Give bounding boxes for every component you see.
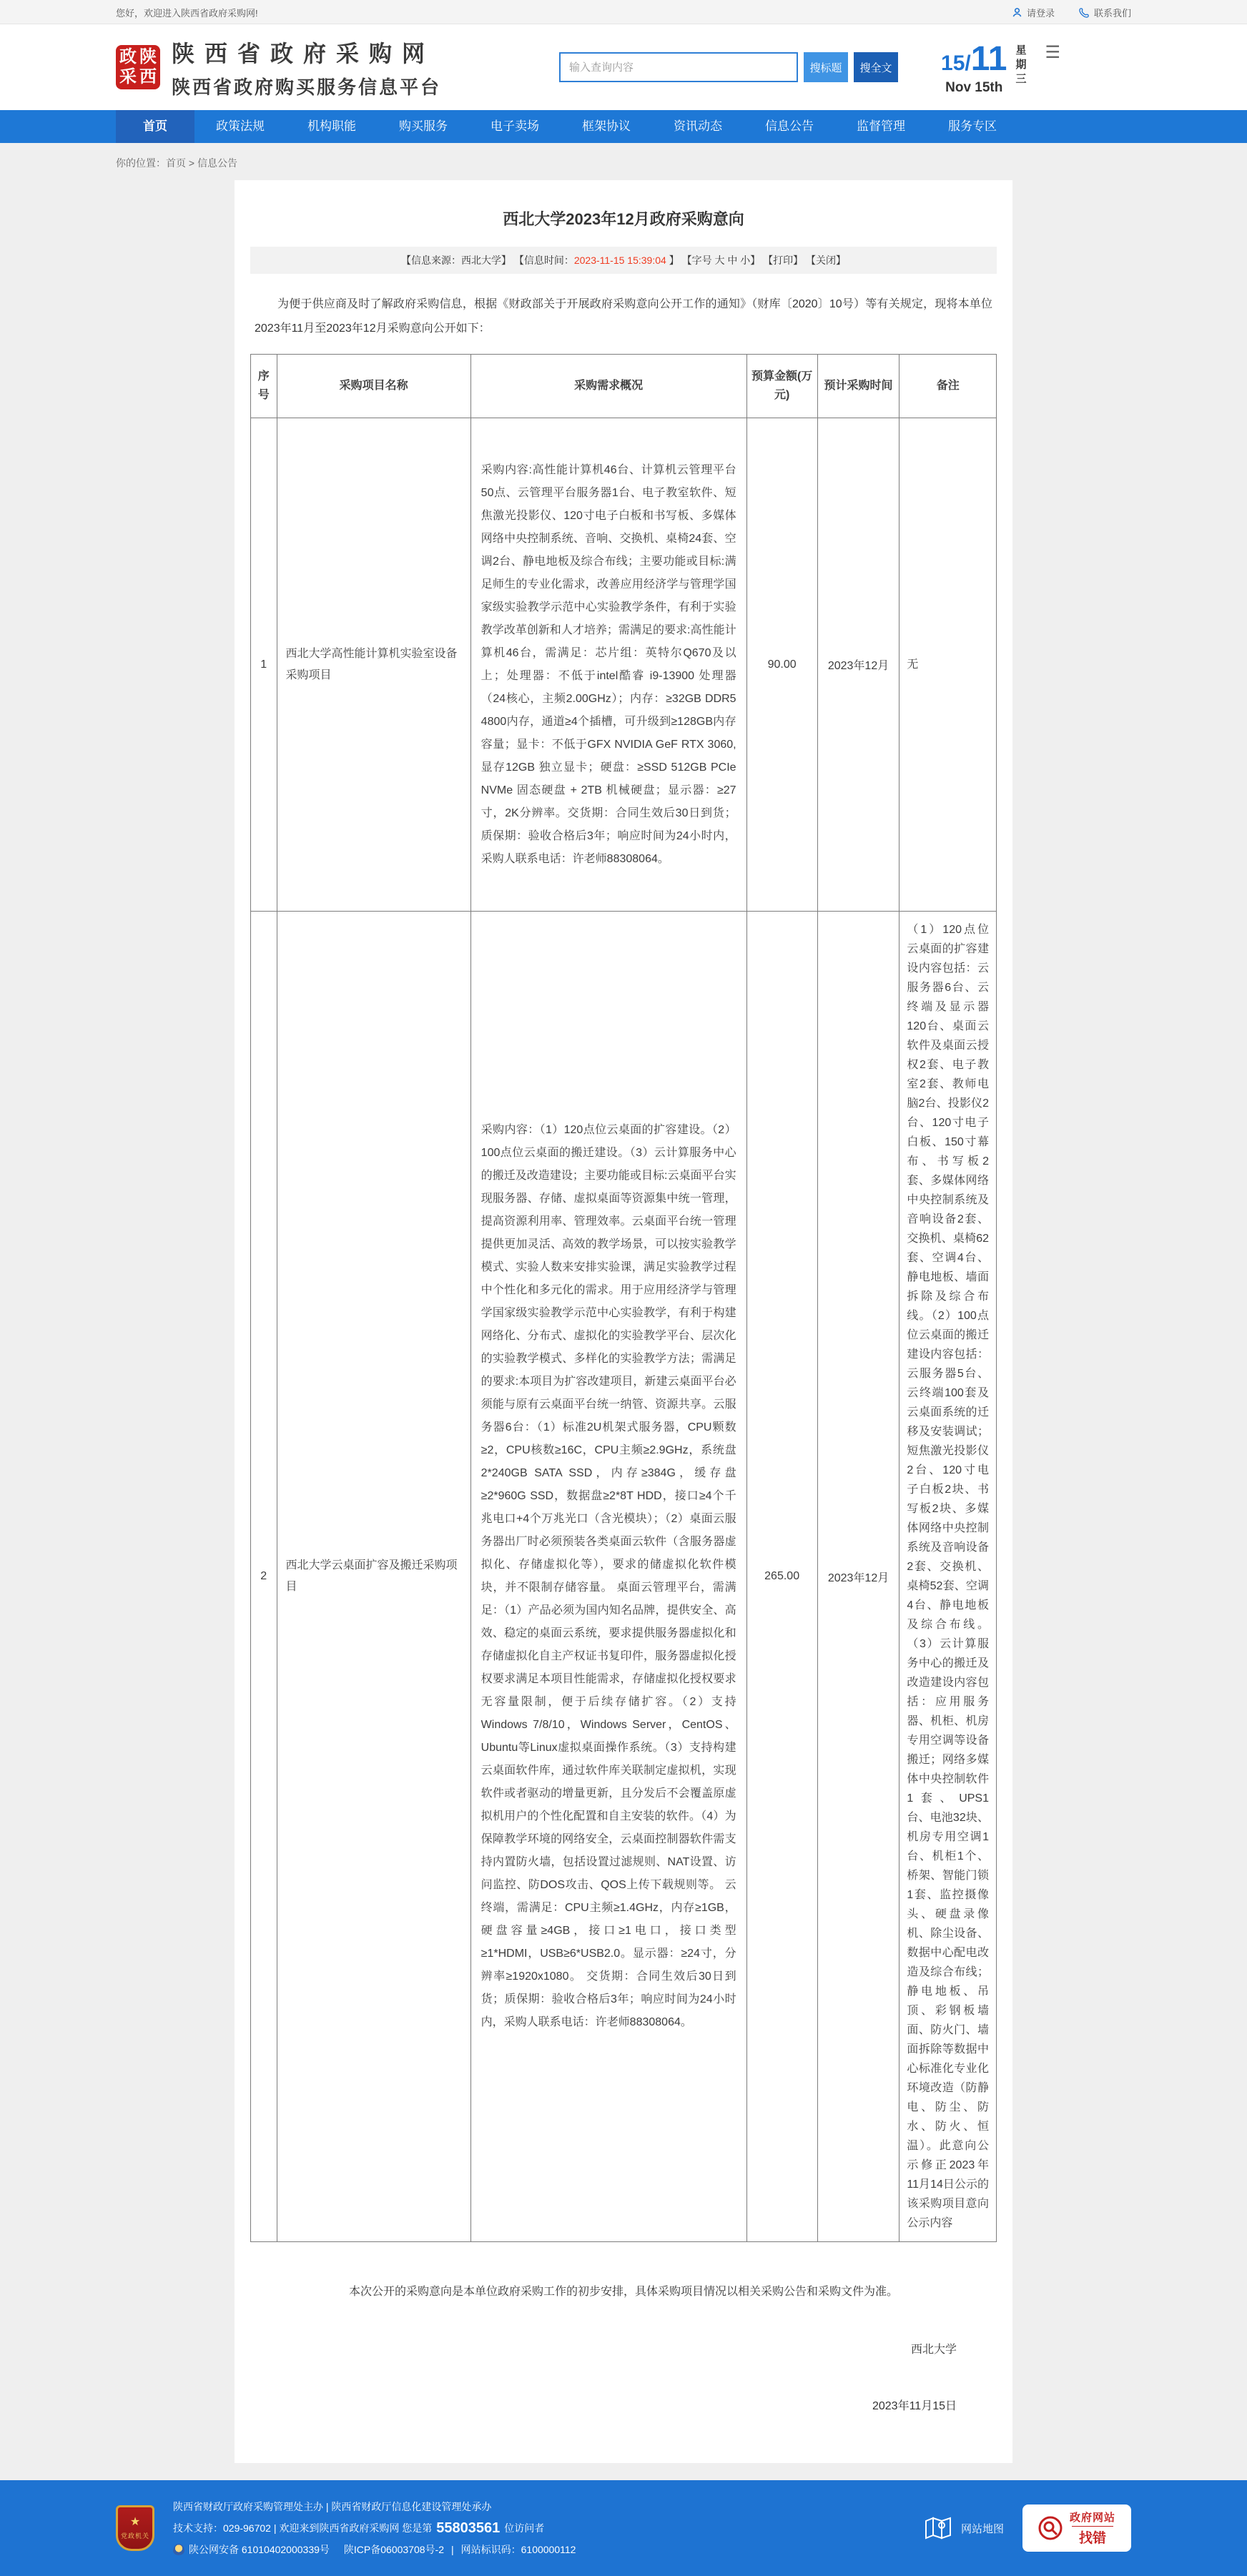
nav-item-news[interactable]: 资讯动态	[674, 119, 722, 133]
breadcrumb	[116, 143, 1131, 180]
row2-budget: 265.00	[746, 912, 817, 2242]
date-day: 15	[941, 51, 965, 75]
date-widget	[941, 39, 1060, 96]
signature-date: 2023年11月15日	[872, 2400, 957, 2412]
logo-line-1: 政陕	[119, 47, 159, 66]
search-fulltext-button[interactable]: 搜全文	[854, 52, 898, 82]
welcome-text: 您好，欢迎进入陕西省政府采购网!	[116, 7, 258, 19]
row1-seq: 1	[251, 418, 277, 912]
party-gov-shield-icon	[116, 2505, 154, 2551]
meta-time-prefix: 【信息时间：	[513, 255, 574, 266]
site-logo[interactable]	[116, 45, 160, 89]
meta-source: 【信息来源：西北大学】	[400, 255, 511, 266]
visitor-suffix: 位访问者	[504, 2522, 545, 2534]
police-registration[interactable]: 陕公网安备 61010402000339号	[189, 2544, 330, 2555]
footer-line-organizers: 陕西省财政厅政府采购管理处主办 | 陕西省财政厅信息化建设管理处承办	[173, 2501, 492, 2512]
row1-remark: 无	[899, 418, 997, 912]
top-utility-bar	[0, 0, 1247, 24]
hamburger-menu-icon[interactable]: ☰	[1045, 42, 1061, 62]
site-header	[0, 24, 1247, 110]
footer-line-registration	[173, 2539, 924, 2560]
nav-item-e-mall[interactable]: 电子卖场	[491, 119, 539, 133]
fontsize-large-link[interactable]: 大	[714, 255, 725, 266]
search-title-button[interactable]: 搜标题	[804, 52, 848, 82]
gov-badge-line2: 找错	[1072, 2526, 1113, 2547]
main-navigation	[0, 110, 1247, 143]
row1-time: 2023年12月	[817, 418, 899, 912]
page-title: 西北大学2023年12月政府采购意向	[503, 210, 744, 228]
date-slash: /	[965, 51, 971, 75]
sitemap-link[interactable]	[924, 2515, 1004, 2541]
signature-org: 西北大学	[910, 2344, 957, 2356]
row2-seq: 2	[251, 912, 277, 2242]
col-header-seq: 序号	[251, 355, 277, 418]
visitor-count: 55803561	[436, 2520, 501, 2536]
nav-item-framework[interactable]: 框架协议	[582, 119, 631, 133]
weekday-char-3: 三	[1015, 72, 1027, 85]
site-brand	[172, 36, 441, 99]
emblem-label: 党政机关	[120, 2532, 149, 2540]
col-header-budget: 预算金额(万元)	[746, 355, 817, 418]
site-identification-code: 网站标识码：6100000112	[460, 2544, 576, 2555]
date-month: 11	[970, 39, 1007, 78]
close-link[interactable]: 【关闭】	[806, 255, 847, 266]
table-header-row	[251, 355, 997, 418]
fontsize-medium-link[interactable]: 中	[727, 255, 738, 266]
login-link[interactable]	[1012, 6, 1055, 19]
nav-item-purchase-services[interactable]: 购买服务	[399, 119, 448, 133]
row2-requirement: 采购内容：（1）120点位云桌面的扩容建设。（2）100点位云桌面的搬迁建设。（3）云计算服务中心的搬迁及改造建设；主要功能或目标:云桌面平台实现服务器、存储、虚拟桌面等资源集中统一管理，提高资源利用率、管理效率。云桌面平台统一管理提供更加灵活、高效的教学场景，可以按实验教学模式、实验人数来安排实验课，满足实验教学过程中个性化和多元化的需求。用于应用经济学与管理学国家级实验教学示范中心实验教学，有利于构建网络化、分布式、虚拟化的实验教学平台、层次化的实验教学模式、多样化的实验教学方法；需满足的要求:本项目为扩容改建项目，新建云桌面平台必须能与原有云桌面平台统一纳管、资源共享。云服务器6台：（1）标准2U机架式服务器，CPU颗数≥2，CPU核数≥16C，CPU主频≥2.9GHz，系统盘2*240GB SATA SSD，内存≥384G，缓存盘≥2*960G SSD，数据盘≥2*8T HDD，接口≥4个千兆电口+4个万兆光口（含光模块）；（2）桌面云服务器出厂时必须预装各类桌面云软件（含服务器虚拟化、存储虚拟化等），要求的储虚拟化软件模块，并不限制存储容量。 桌面云管理平台，需满足：（1）产品必须为国内知名品牌，提供安全、高效、稳定的桌面云系统，要求提供服务器虚拟化和存储虚拟化自主产权证书复印件，服务器虚拟化授权要求满足本项目性能需求，存储虚拟化授权要求无容量限制，便于后续存储扩容。（2）支持 Windows 7/8/10，Windows Server，CentOS、Ubuntu等Linux虚拟桌面操作系统。（3）支持构建云桌面软件库，通过软件库关联制定虚拟机，实现软件或者驱动的增量更新，且分发后不会覆盖原虚拟机用户的个性化配置和自主安装的软件。（4）为保障教学环境的网络安全，云桌面控制器软件需支持内置防火墙，包括设置过滤规则、NAT设置、访问监控、防DOS攻击、QOS上传下载规则等。 云终端，需满足：CPU主频≥1.4GHz，内存≥1GB，硬盘容量≥4GB，接口≥1电口，接口类型≥1*HDMI，USB≥6*USB2.0。显示器：≥24寸，分辨率≥1920x1080。 交货期：合同生效后30日到货；质保期：验收合格后3年；响应时间为24小时内，采购人联系电话：许老师88308064。	[470, 912, 746, 2242]
weekday-char-1: 星	[1015, 44, 1027, 56]
login-label: 请登录	[1026, 7, 1055, 19]
site-subtitle: 陕西省政府购买服务信息平台	[172, 76, 442, 98]
closing-note: 本次公开的采购意向是本单位政府采购工作的初步安排，具体采购项目情况以相关采购公告和采购文件为准。	[348, 2286, 898, 2298]
meta-fontsize-suffix: 】	[750, 255, 761, 266]
col-header-remark: 备注	[899, 355, 997, 418]
gov-website-error-report-badge[interactable]	[1022, 2505, 1131, 2552]
contact-label: 联系我们	[1093, 7, 1131, 19]
row1-project-name: 西北大学高性能计算机实验室设备采购项目	[277, 418, 470, 912]
support-text: 技术支持：029-96702 | 欢迎来到陕西省政府采购网 您是第	[173, 2522, 433, 2534]
procurement-table	[250, 354, 997, 2242]
date-english: Nov 15th	[945, 79, 1003, 95]
nav-item-service-zone[interactable]: 服务专区	[948, 119, 997, 133]
breadcrumb-home-link[interactable]: 首页	[166, 157, 186, 169]
weekday-char-2: 期	[1015, 58, 1027, 71]
row2-remark: （1）120点位云桌面的扩容建设内容包括：云服务器6台、云终端及显示器120台、桌面云软件及桌面云授权2套、电子教室2套、教师电脑2台、投影仪2台、120寸电子白板、150寸幕布、书写板2套、多媒体网络中央控制系统及音响设备2套、交换机、桌椅62套、空调4台、静电地板、墙面拆除及综合布线。（2）100点位云桌面的搬迁建设内容包括：云服务器5台、云终端100套及云桌面系统的迁移及安装调试；短焦激光投影仪2台、120寸电子白板2块、书写板2块、多媒体网络中央控制系统及音响设备2套、交换机、桌椅52套、空调4台、静电地板及综合布线。（3）云计算服务中心的搬迁及改造建设内容包括：应用服务器、机柜、机房专用空调等设备搬迁；网络多媒体中央控制软件1套、UPS1台、电池32块、机房专用空调1台、机柜1个、桥架、智能门锁1套、监控摄像头、硬盘录像机、除尘设备、数据中心配电改造及综合布线；静电地板、吊顶、彩钢板墙面、防火门、墙面拆除等数据中心标准化专业化环境改造（防静电、防尘、防水、防火、恒温）。此意向公示修正2023年11月14日公示的该采购项目意向公示内容	[899, 912, 997, 2242]
footer-divider: |	[450, 2544, 454, 2555]
breadcrumb-prefix: 你的位置：	[116, 157, 166, 169]
row2-project-name: 西北大学云桌面扩容及搬迁采购项目	[277, 912, 470, 2242]
nav-item-home[interactable]: 首页	[116, 110, 194, 143]
nav-item-supervision[interactable]: 监督管理	[857, 119, 905, 133]
nav-item-functions[interactable]: 机构职能	[307, 119, 356, 133]
col-header-requirement: 采购需求概况	[470, 355, 746, 418]
person-icon	[1012, 7, 1022, 18]
breadcrumb-separator: >	[186, 157, 197, 169]
col-header-time: 预计采购时间	[817, 355, 899, 418]
police-badge-icon	[173, 2544, 184, 2555]
fontsize-small-link[interactable]: 小	[740, 255, 751, 266]
search-input[interactable]	[559, 52, 798, 82]
logo-line-2: 采西	[119, 67, 159, 87]
page-background	[0, 143, 1247, 2480]
breadcrumb-current: 信息公告	[197, 157, 237, 169]
footer-line-support	[173, 2517, 924, 2539]
sitemap-label: 网站地图	[960, 2522, 1004, 2535]
gov-badge-line1: 政府网站	[1069, 2512, 1115, 2524]
magnifier-icon	[1038, 2516, 1063, 2540]
article-card	[235, 180, 1012, 2463]
row1-requirement: 采购内容:高性能计算机46台、计算机云管理平台50点、云管理平台服务器1台、电子教室软件、短焦激光投影仪、120寸电子白板和书写板、多媒体网络中央控制系统、音响、交换机、桌椅24套、空调2台、静电地板及综合布线；主要功能或目标:满足师生的专业化需求，改善应用经济学与管理学国家级实验教学示范中心实验教学条件，有利于实验教学改革创新和人才培养；需满足的要求:高性能计算机46台，需满足：芯片组：英特尔Q670及以上；处理器：不低于intel酷睿 i9-13900 处理器（24核心，主频2.00GHz）；内存：≥32GB DDR5 4800内存，通道≥4个插槽，可升级到≥128GB内存容量；显卡：不低于GFX NVIDIA GeF RTX 3060, 显存12GB 独立显卡；硬盘：≥SSD 512GB PCIe NVMe 固态硬盘 + 2TB 机械硬盘；显示器：≥27寸，2K分辨率。交货期：合同生效后30日到货；质保期：验收合格后3年；响应时间为24小时内，采购人联系电话：许老师88308064。	[470, 418, 746, 912]
search-bar	[559, 52, 898, 82]
icp-registration[interactable]: 陕ICP备06003708号-2	[343, 2544, 444, 2555]
map-icon	[924, 2515, 952, 2541]
meta-fontsize-prefix: 【字号	[681, 255, 715, 266]
site-title: 陕西省政府采购网	[172, 40, 435, 66]
table-row	[251, 418, 997, 912]
meta-time-suffix: 】	[666, 255, 679, 266]
meta-time-value: 2023-11-15 15:39:04	[573, 255, 666, 266]
print-link[interactable]: 【打印】	[763, 255, 804, 266]
phone-icon	[1079, 7, 1090, 18]
star-glyph: ★	[129, 2515, 141, 2528]
nav-item-announcements[interactable]: 信息公告	[765, 119, 814, 133]
nav-item-policies[interactable]: 政策法规	[216, 119, 265, 133]
weekday-label	[1015, 44, 1026, 87]
intro-paragraph: 为便于供应商及时了解政府采购信息，根据《财政部关于开展政府采购意向公开工作的通知》（财库〔2020〕10号）等有关规定，现将本单位2023年11月至2023年12月采购意向公开如下：	[255, 298, 992, 335]
article-meta-bar	[250, 247, 997, 274]
col-header-project-name: 采购项目名称	[277, 355, 470, 418]
site-footer	[0, 2480, 1247, 2576]
row1-budget: 90.00	[746, 418, 817, 912]
table-row	[251, 912, 997, 2242]
contact-link[interactable]	[1079, 6, 1131, 19]
row2-time: 2023年12月	[817, 912, 899, 2242]
